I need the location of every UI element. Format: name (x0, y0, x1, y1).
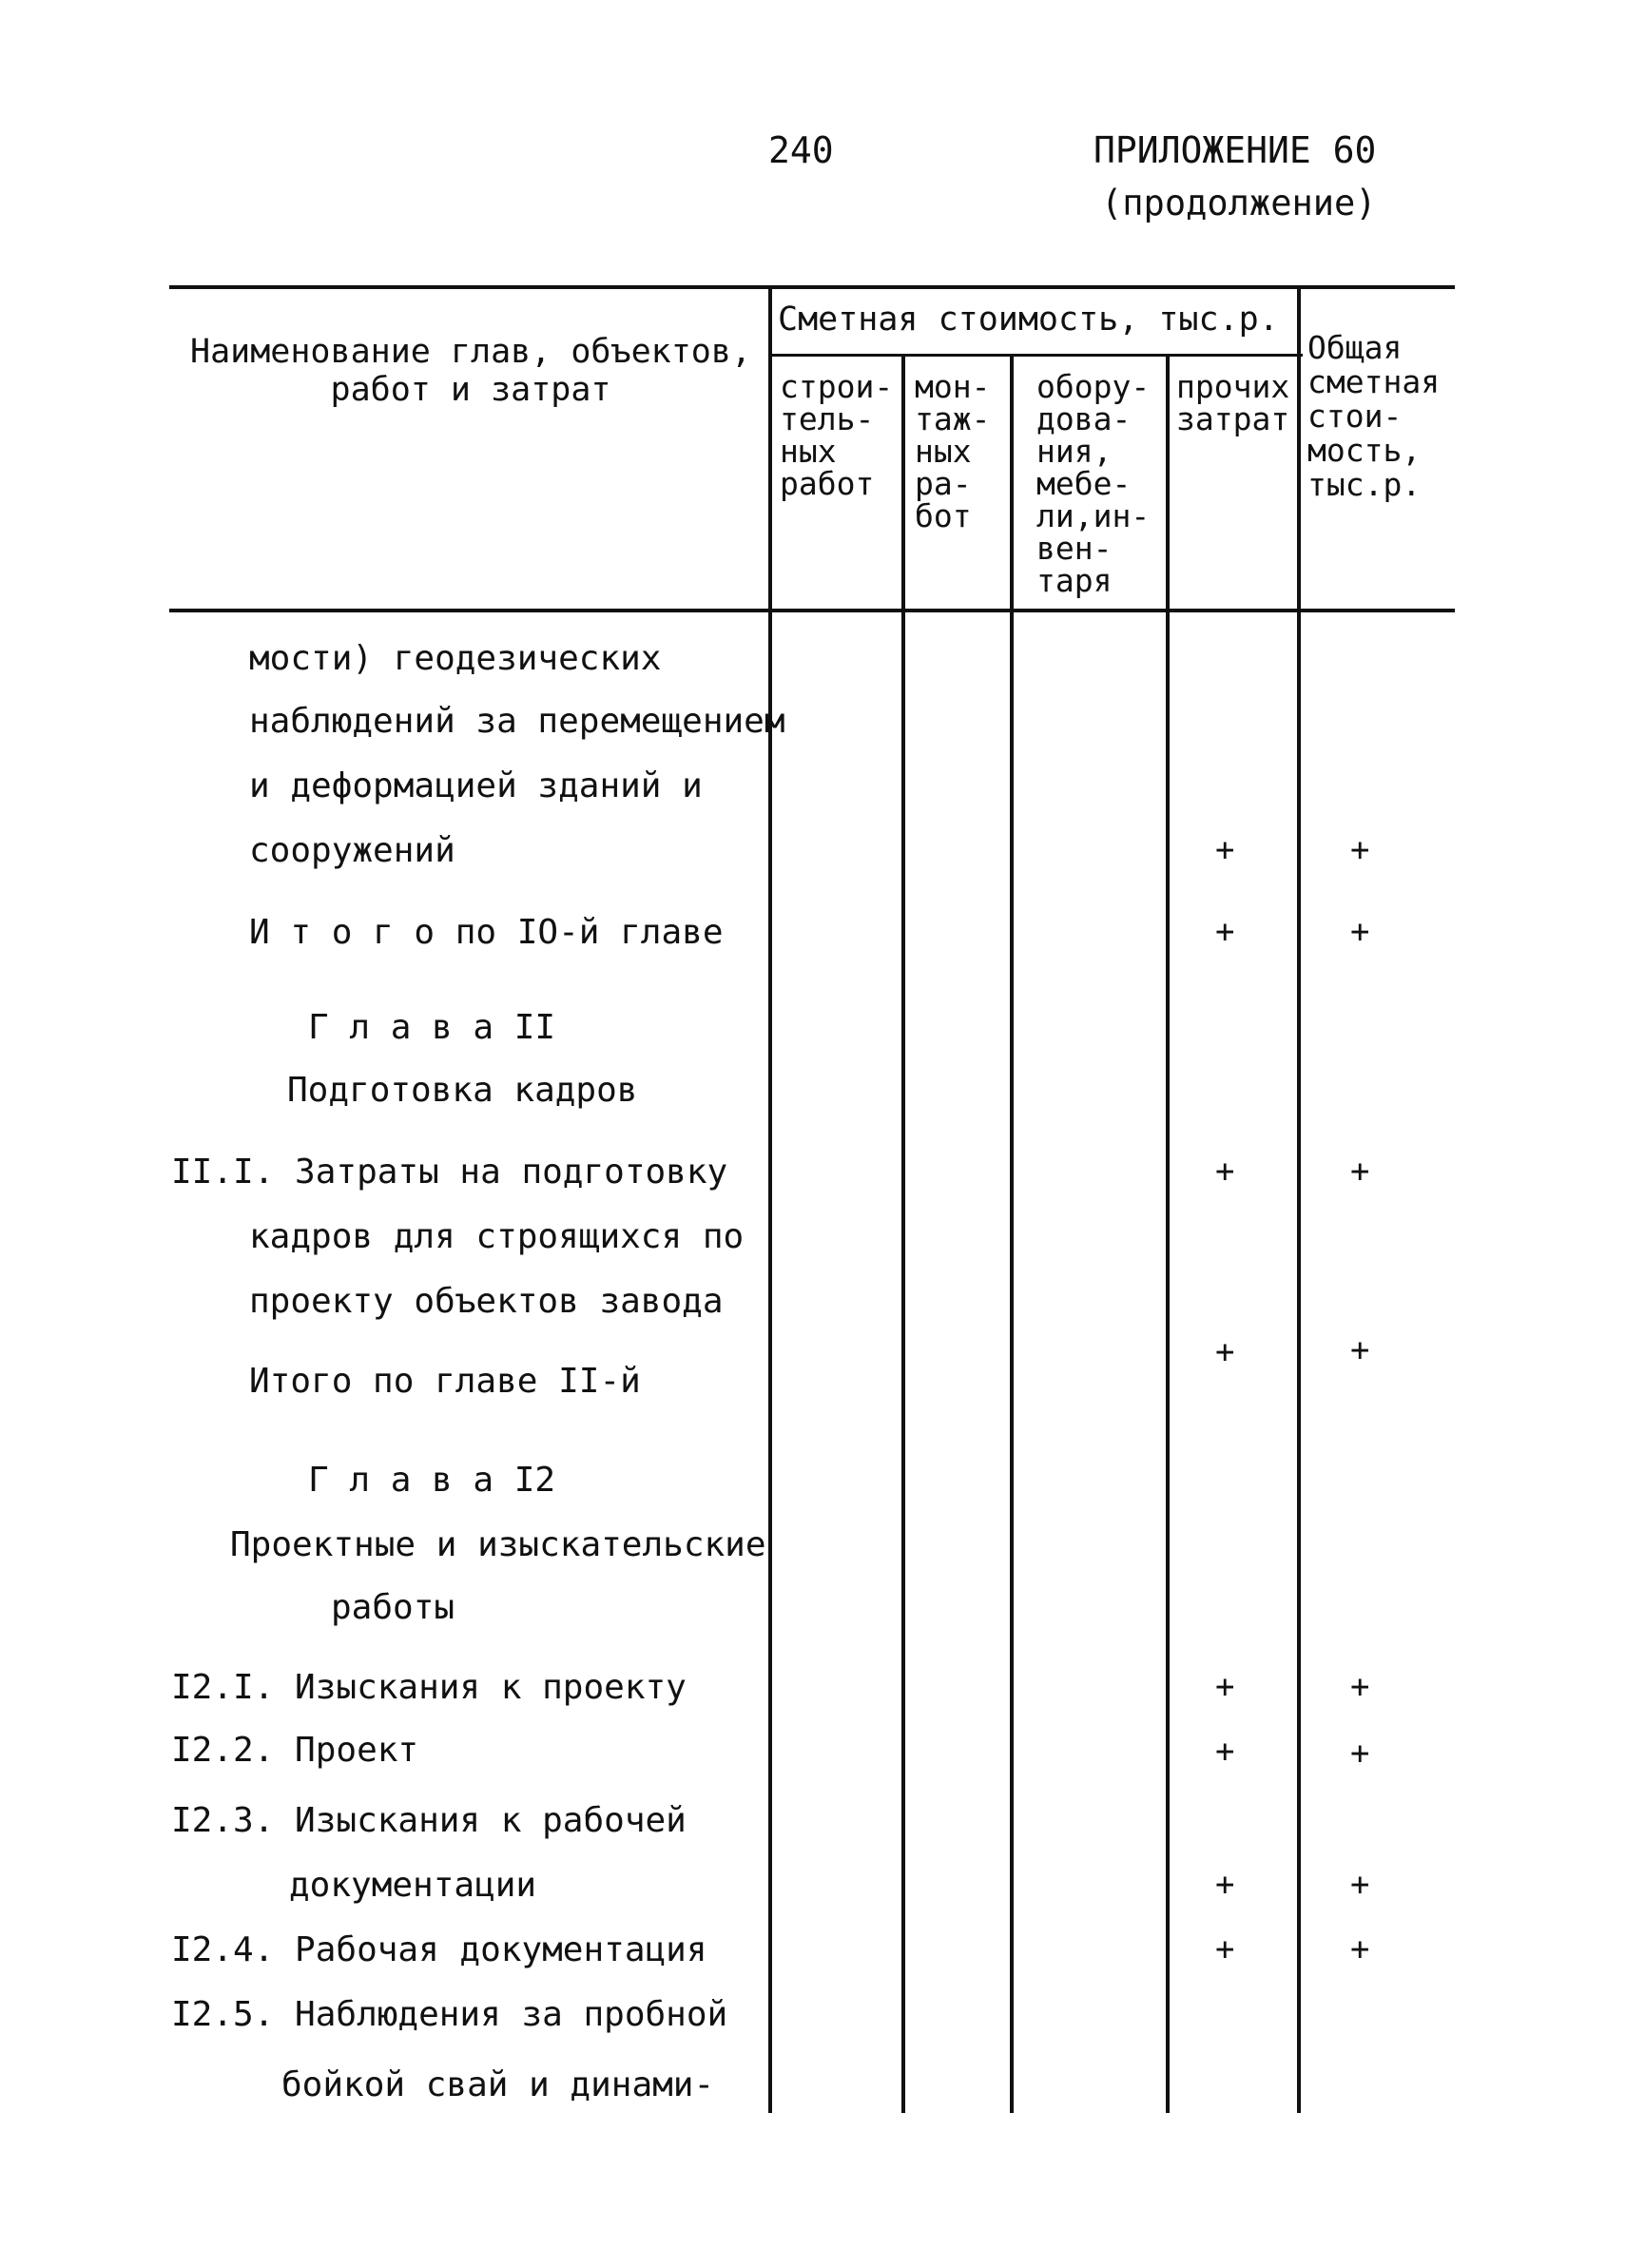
other-costs-mark: + (1215, 1733, 1235, 1771)
column-divider (1010, 356, 1014, 2113)
total-cost-mark: + (1350, 1153, 1370, 1191)
row-text: I2.3. Изыскания к рабочей (171, 1801, 687, 1840)
row-text: кадров для строящихся по (249, 1217, 745, 1256)
other-costs-mark: + (1215, 913, 1235, 951)
row-text: I2.5. Наблюдения за пробной (171, 1995, 728, 2034)
total-cost-mark: + (1350, 831, 1370, 869)
row-text: II.I. Затраты на подготовку (171, 1153, 728, 1192)
total-cost-mark: + (1350, 1668, 1370, 1706)
header-group-estimate: Сметная стоимость, тыс.р. (778, 300, 1279, 339)
header-name-column (190, 333, 751, 409)
column-divider (1297, 289, 1301, 2113)
chapter-title: Проектные и изыскательские (230, 1525, 766, 1564)
total-cost-mark: + (1350, 1930, 1370, 1968)
header-installation-works: мон- таж- ных ра- бот (915, 368, 991, 534)
row-text: и деформацией зданий и (249, 766, 703, 805)
row-text: И т о г о по IО-й главе (249, 913, 724, 952)
other-costs-mark: + (1215, 1668, 1235, 1706)
continuation-label: (продолжение) (1101, 183, 1377, 223)
chapter-heading: Г л а в а II (308, 1008, 556, 1047)
group-header-rule (770, 354, 1303, 357)
row-text: бойкой свай и динами- (281, 2065, 715, 2104)
row-text: сооружений (249, 831, 455, 870)
page-number: 240 (768, 129, 834, 171)
header-name-line: работ и затрат (330, 371, 611, 409)
chapter-title: работы (331, 1588, 455, 1627)
column-divider (768, 289, 772, 2113)
total-cost-mark: + (1350, 1735, 1370, 1773)
other-costs-mark: + (1215, 1930, 1235, 1968)
other-costs-mark: + (1215, 1866, 1235, 1904)
row-text: наблюдений за перемещением (249, 702, 785, 741)
row-text: Итого по главе II-й (249, 1362, 641, 1401)
column-divider (1166, 356, 1170, 2113)
table-top-rule (169, 285, 1455, 289)
total-cost-mark: + (1350, 1331, 1370, 1369)
column-divider (901, 356, 905, 2113)
row-text: I2.I. Изыскания к проекту (171, 1668, 687, 1707)
header-construction-works: строи- тель- ных работ (780, 368, 894, 502)
header-bottom-rule (169, 609, 1455, 612)
appendix-title: ПРИЛОЖЕНИЕ 60 (1094, 129, 1377, 171)
row-text: документации (289, 1866, 537, 1905)
row-text: I2.2. Проект (171, 1731, 419, 1770)
header-total-cost: Общая сметная стои- мость, тыс.р. (1307, 329, 1441, 503)
header-name-line: Наименование глав, объектов, (190, 333, 752, 371)
row-text: проекту объектов завода (249, 1282, 724, 1321)
header-other-costs: прочих затрат (1176, 368, 1290, 437)
other-costs-mark: + (1215, 831, 1235, 869)
total-cost-mark: + (1350, 1866, 1370, 1904)
chapter-heading: Г л а в а I2 (308, 1461, 556, 1500)
row-text: I2.4. Рабочая документация (171, 1930, 707, 1969)
total-cost-mark: + (1350, 913, 1370, 951)
other-costs-mark: + (1215, 1333, 1235, 1371)
chapter-title: Подготовка кадров (287, 1071, 638, 1110)
row-text: мости) геодезических (249, 639, 662, 678)
header-equipment: обору- дова- ния, мебе- ли,ин- вен- таря (1036, 368, 1151, 599)
other-costs-mark: + (1215, 1153, 1235, 1191)
